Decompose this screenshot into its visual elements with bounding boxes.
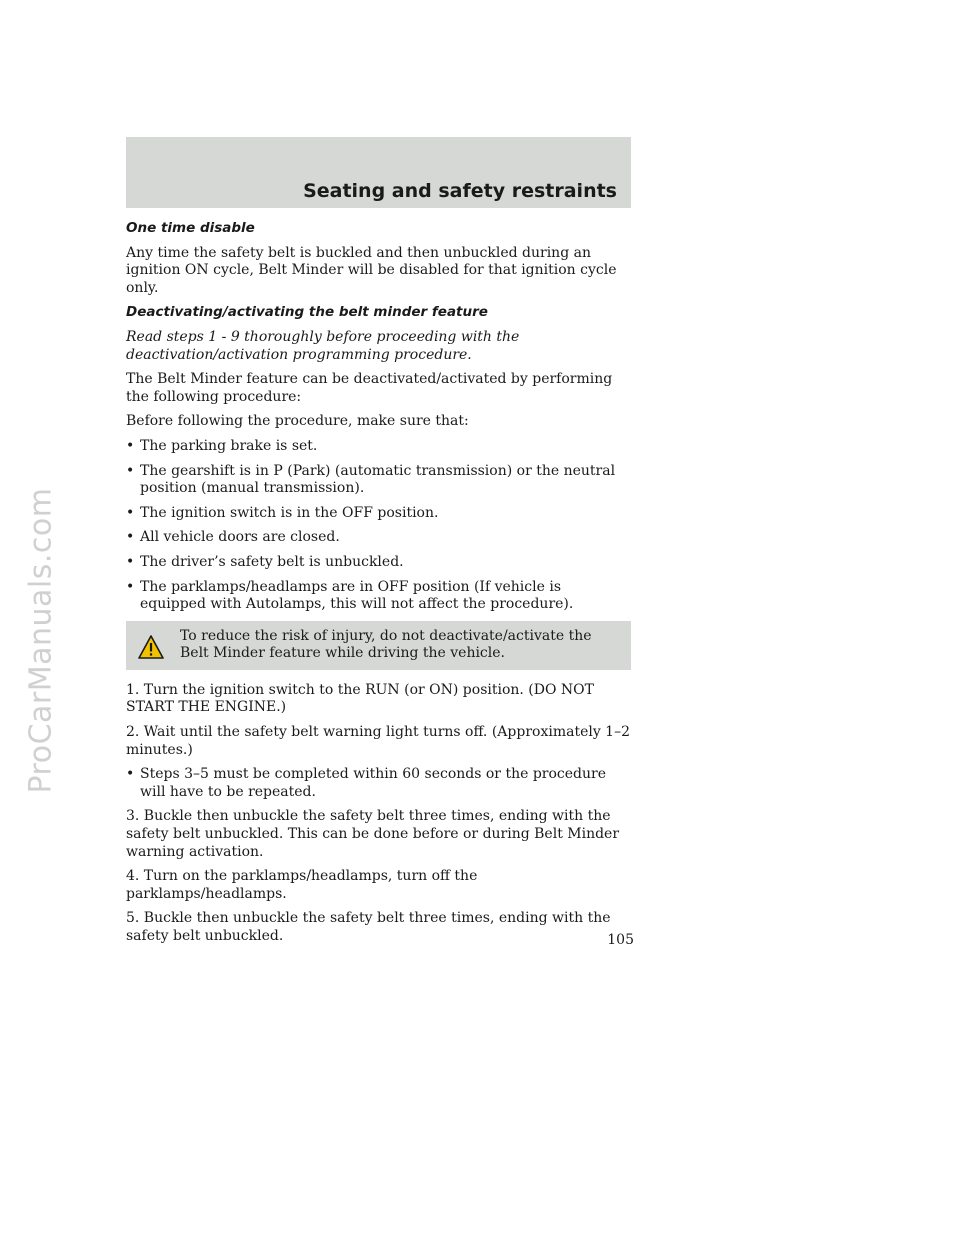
heading-one-time-disable: One time disable — [126, 220, 255, 236]
list-item-text: The driver’s safety belt is unbuckled. — [140, 553, 404, 570]
page-content — [126, 220, 631, 953]
step-5: 5. Buckle then unbuckle the safety belt three times, ending with the safety belt unbuckled. — [126, 910, 611, 944]
list-item-text: Steps 3–5 must be completed within 60 seconds or the procedure will have to be repeated. — [140, 766, 606, 800]
list-item — [126, 766, 631, 801]
list-item — [126, 463, 631, 498]
step-1: 1. Turn the ignition switch to the RUN (or ON) position. (DO NOT START THE ENGINE.) — [126, 681, 594, 716]
bullet-glyph: • — [126, 462, 135, 479]
bullet-glyph: • — [126, 766, 135, 783]
heading-deactivating: Deactivating/activating the belt minder feature — [126, 304, 488, 321]
list-item — [126, 529, 631, 547]
step-4: 4. Turn on the parklamps/headlamps, turn off the parklamps/headlamps. — [126, 868, 478, 902]
list-item — [126, 505, 631, 523]
watermark-text: ProCarManuals.com — [23, 486, 59, 794]
watermark — [6, 380, 76, 900]
step-3: 3. Buckle then unbuckle the safety belt three times, ending with the safety belt unbuckled. This can be done before or during Belt Minder warning activation. — [126, 808, 620, 860]
bullet-glyph: • — [126, 553, 135, 570]
list-item-text: The parking brake is set. — [140, 437, 318, 454]
warning-box — [126, 621, 631, 670]
list-item-text: The gearshift is in P (Park) (automatic transmission) or the neutral position (manual transmission). — [140, 462, 616, 497]
bullet-glyph: • — [126, 578, 135, 595]
section-header — [126, 137, 631, 208]
step-2: 2. Wait until the safety belt warning light turns off. (Approximately 1–2 minutes.) — [126, 724, 630, 758]
warning-text: To reduce the risk of injury, do not deactivate/activate the Belt Minder feature while driving the vehicle. — [180, 627, 592, 662]
warning-triangle-icon — [138, 634, 164, 660]
section-title: Seating and safety restraints — [303, 180, 617, 202]
bullet-glyph: • — [126, 437, 135, 454]
list-item — [126, 554, 631, 572]
list-item-text: The parklamps/headlamps are in OFF position (If vehicle is equipped with Autolamps, this will not affect the procedure). — [140, 578, 574, 613]
page-number: 105 — [607, 932, 634, 948]
bullet-glyph: • — [126, 529, 135, 546]
paragraph-one-time-disable: Any time the safety belt is buckled and then unbuckled during an ignition ON cycle, Belt Minder will be disabled for that ignition cycle only. — [126, 244, 617, 296]
list-item — [126, 579, 631, 614]
paragraph-intro: The Belt Minder feature can be deactivated/activated by performing the following procedure: — [126, 371, 613, 405]
list-item-text: All vehicle doors are closed. — [140, 529, 340, 546]
paragraph-before: Before following the procedure, make sure that: — [126, 413, 469, 430]
bullet-glyph: • — [126, 504, 135, 521]
list-item — [126, 438, 631, 456]
list-item-text: The ignition switch is in the OFF position. — [140, 504, 439, 521]
paragraph-read-steps: Read steps 1 - 9 thoroughly before proceeding with the deactivation/activation programming procedure. — [126, 328, 520, 363]
